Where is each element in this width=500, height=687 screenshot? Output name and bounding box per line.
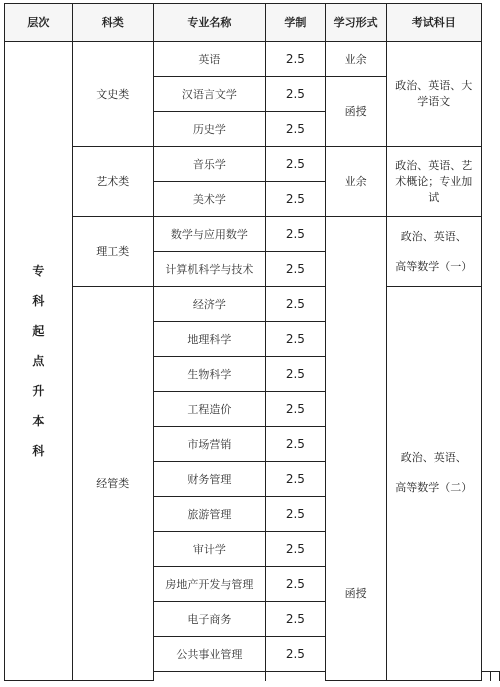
major-name: 审计学 — [153, 532, 265, 567]
years-value: 2.5 — [266, 287, 325, 322]
years-value: 2.5 — [266, 42, 325, 77]
header-years: 学制 — [266, 4, 325, 42]
level-char: 点 — [32, 354, 45, 368]
exam-line: 高等数学（一） — [395, 259, 473, 273]
category-jingguan: 经管类 — [72, 287, 153, 681]
major-name: 数学与应用数学 — [153, 217, 265, 252]
exam-line: 政治、英语、 — [400, 229, 467, 243]
level-char: 本 — [32, 414, 45, 428]
header-exam-subjects: 考试科目 — [386, 4, 481, 42]
years-value: 2.5 — [266, 147, 325, 182]
header-row — [5, 4, 500, 42]
years-value: 2.5 — [266, 322, 325, 357]
years-value: 2.5 — [266, 532, 325, 567]
table-row — [5, 42, 500, 77]
cut-cell — [482, 672, 491, 681]
exam-subjects-yishu: 政治、英语、艺术概论；专业加试 — [386, 147, 481, 217]
level-char: 科 — [32, 294, 45, 308]
exam-line: 高等数学（二） — [395, 480, 473, 494]
level-char: 升 — [32, 384, 45, 398]
study-form-yeyu: 业余 — [325, 42, 386, 77]
category-wenshi: 文史类 — [72, 42, 153, 147]
major-name: 旅游管理 — [153, 497, 265, 532]
cut-cell — [491, 672, 500, 681]
level-char: 科 — [32, 444, 45, 458]
header-study-form: 学习形式 — [325, 4, 386, 42]
years-value: 2.5 — [266, 427, 325, 462]
years-value: 2.5 — [266, 252, 325, 287]
header-major: 专业名称 — [153, 4, 265, 42]
years-value: 2.5 — [266, 637, 325, 672]
major-name: 美术学 — [153, 182, 265, 217]
major-name: 市场营销 — [153, 427, 265, 462]
table-row — [5, 287, 500, 322]
years-value: 2.5 — [266, 357, 325, 392]
cut-cell — [153, 672, 265, 681]
years-value: 2.5 — [266, 217, 325, 252]
years-value: 2.5 — [266, 462, 325, 497]
years-value: 2.5 — [266, 602, 325, 637]
exam-line: 政治、英语、 — [400, 450, 467, 464]
years-value: 2.5 — [266, 182, 325, 217]
major-table — [4, 3, 500, 681]
level-cell — [5, 42, 73, 681]
major-name: 英语 — [153, 42, 265, 77]
exam-subjects-wenshi: 政治、英语、大学语文 — [386, 42, 481, 147]
major-name: 工程造价 — [153, 392, 265, 427]
table-row — [5, 217, 500, 252]
major-name: 计算机科学与技术 — [153, 252, 265, 287]
study-form-hanshou: 函授 — [325, 217, 386, 681]
study-form-yeyu: 业余 — [325, 147, 386, 217]
header-level: 层次 — [5, 4, 73, 42]
category-ligong: 理工类 — [72, 217, 153, 287]
major-name: 公共事业管理 — [153, 637, 265, 672]
level-char: 起 — [32, 324, 45, 338]
years-value: 2.5 — [266, 497, 325, 532]
years-value: 2.5 — [266, 112, 325, 147]
major-name: 汉语言文学 — [153, 77, 265, 112]
major-name: 房地产开发与管理 — [153, 567, 265, 602]
major-name: 地理科学 — [153, 322, 265, 357]
years-value: 2.5 — [266, 77, 325, 112]
level-char: 专 — [32, 264, 45, 278]
major-name: 电子商务 — [153, 602, 265, 637]
major-name: 经济学 — [153, 287, 265, 322]
major-name: 历史学 — [153, 112, 265, 147]
exam-subjects-jingguan — [386, 287, 481, 681]
header-category: 科类 — [72, 4, 153, 42]
study-form-hanshou: 函授 — [325, 77, 386, 147]
major-name: 音乐学 — [153, 147, 265, 182]
exam-subjects-ligong — [386, 217, 481, 287]
years-value: 2.5 — [266, 567, 325, 602]
table-row — [5, 147, 500, 182]
category-yishu: 艺术类 — [72, 147, 153, 217]
major-name: 财务管理 — [153, 462, 265, 497]
major-name: 生物科学 — [153, 357, 265, 392]
cut-cell — [266, 672, 325, 681]
years-value: 2.5 — [266, 392, 325, 427]
